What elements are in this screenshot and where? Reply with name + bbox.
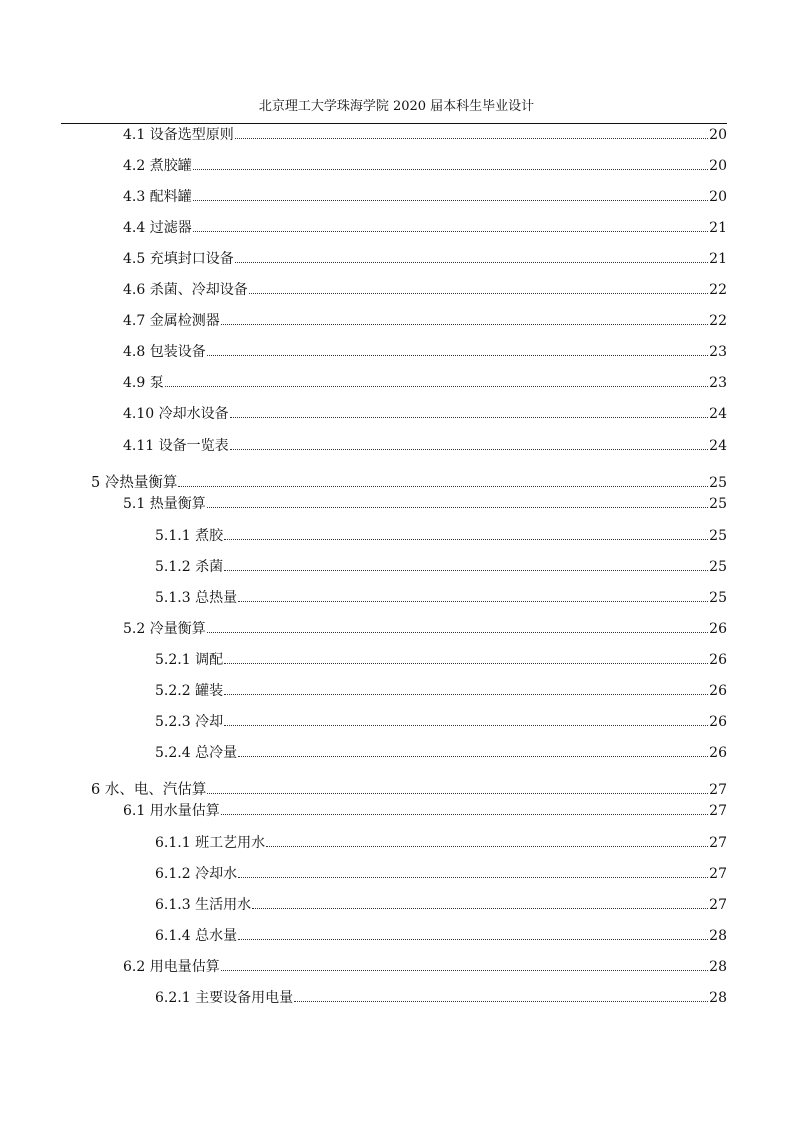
toc-entry-title: 5.2.4 总冷量 bbox=[155, 745, 238, 761]
toc-entry-page-number: 28 bbox=[709, 959, 727, 975]
toc-entry-page-number: 26 bbox=[709, 621, 727, 637]
toc-entry[interactable] bbox=[123, 218, 727, 238]
toc-entry-page-number: 21 bbox=[709, 251, 727, 267]
toc-entry[interactable] bbox=[123, 957, 727, 977]
toc-entry[interactable] bbox=[123, 373, 727, 393]
toc-entry-title: 5.1 热量衡算 bbox=[123, 496, 206, 512]
toc-entry-page-number: 26 bbox=[709, 714, 727, 730]
toc-entry-title: 5.2.3 冷却 bbox=[155, 714, 224, 730]
toc-entry-page-number: 22 bbox=[709, 282, 727, 298]
toc-entry[interactable] bbox=[123, 494, 727, 514]
toc-entry-page-number: 20 bbox=[709, 127, 727, 143]
toc-entry[interactable] bbox=[155, 712, 727, 732]
toc-entry[interactable] bbox=[155, 588, 727, 608]
toc-entry-title: 5.2 冷量衡算 bbox=[123, 621, 206, 637]
toc-entry[interactable] bbox=[155, 650, 727, 670]
toc-entry-page-number: 27 bbox=[709, 782, 727, 798]
toc-entry[interactable] bbox=[155, 988, 727, 1008]
dot-leader bbox=[193, 231, 708, 232]
toc-entry-page-number: 24 bbox=[709, 406, 727, 422]
toc-entry-title: 6.1.1 班工艺用水 bbox=[155, 835, 266, 851]
toc-entry[interactable] bbox=[123, 436, 727, 456]
toc-entry-title: 4.3 配料罐 bbox=[123, 189, 192, 205]
dot-leader bbox=[252, 908, 708, 909]
toc-entry-page-number: 25 bbox=[709, 496, 727, 512]
dot-leader bbox=[266, 846, 708, 847]
toc-entry[interactable] bbox=[155, 864, 727, 884]
toc-entry-title: 4.10 冷却水设备 bbox=[123, 406, 229, 422]
dot-leader bbox=[238, 877, 708, 878]
toc-entry[interactable] bbox=[123, 311, 727, 331]
toc-entry[interactable] bbox=[155, 743, 727, 763]
toc-entry-title: 6.2 用电量估算 bbox=[123, 959, 220, 975]
toc-entry-page-number: 22 bbox=[709, 313, 727, 329]
toc-entry[interactable] bbox=[91, 473, 727, 493]
dot-leader bbox=[178, 486, 708, 487]
toc-entry-title: 6.1.3 生活用水 bbox=[155, 897, 252, 913]
toc-entry-title: 5.1.2 杀菌 bbox=[155, 559, 224, 575]
toc-entry-page-number: 21 bbox=[709, 220, 727, 236]
toc-entry[interactable] bbox=[155, 681, 727, 701]
toc-entry-page-number: 26 bbox=[709, 683, 727, 699]
dot-leader bbox=[238, 939, 708, 940]
header-divider bbox=[61, 123, 727, 124]
page-header-title: 北京理工大学珠海学院 2020 届本科生毕业设计 bbox=[258, 99, 535, 114]
dot-leader bbox=[221, 814, 708, 815]
toc-entry-page-number: 27 bbox=[709, 803, 727, 819]
dot-leader bbox=[294, 1001, 708, 1002]
toc-entry-page-number: 28 bbox=[709, 990, 727, 1006]
dot-leader bbox=[193, 200, 708, 201]
dot-leader bbox=[207, 793, 708, 794]
toc-entry[interactable] bbox=[123, 404, 727, 424]
toc-entry-page-number: 27 bbox=[709, 866, 727, 882]
dot-leader bbox=[249, 293, 708, 294]
toc-entry[interactable] bbox=[155, 833, 727, 853]
dot-leader bbox=[224, 570, 708, 571]
dot-leader bbox=[224, 694, 708, 695]
toc-entry-page-number: 23 bbox=[709, 344, 727, 360]
toc-entry[interactable] bbox=[123, 187, 727, 207]
toc-entry-page-number: 25 bbox=[709, 559, 727, 575]
toc-entry-page-number: 25 bbox=[709, 590, 727, 606]
toc-entry-title: 4.9 泵 bbox=[123, 375, 164, 391]
toc-entry-page-number: 25 bbox=[709, 475, 727, 491]
toc-entry-title: 6.1.2 冷却水 bbox=[155, 866, 238, 882]
dot-leader bbox=[230, 417, 709, 418]
dot-leader bbox=[235, 138, 708, 139]
toc-entry[interactable] bbox=[123, 280, 727, 300]
dot-leader bbox=[165, 386, 708, 387]
toc-entry-page-number: 26 bbox=[709, 652, 727, 668]
toc-entry-title: 4.6 杀菌、冷却设备 bbox=[123, 282, 248, 298]
toc-entry-page-number: 24 bbox=[709, 438, 727, 454]
toc-entry-page-number: 25 bbox=[709, 528, 727, 544]
toc-entry-page-number: 20 bbox=[709, 158, 727, 174]
dot-leader bbox=[224, 663, 708, 664]
toc-entry-title: 5.1.3 总热量 bbox=[155, 590, 238, 606]
toc-entry[interactable] bbox=[155, 895, 727, 915]
toc-entry-title: 5.2.1 调配 bbox=[155, 652, 224, 668]
toc-entry-title: 4.5 充填封口设备 bbox=[123, 251, 234, 267]
toc-entry-title: 5.2.2 罐装 bbox=[155, 683, 224, 699]
toc-entry[interactable] bbox=[123, 249, 727, 269]
toc-entry-title: 5.1.1 煮胶 bbox=[155, 528, 224, 544]
toc-entry-title: 4.4 过滤器 bbox=[123, 220, 192, 236]
dot-leader bbox=[207, 507, 708, 508]
dot-leader bbox=[221, 324, 708, 325]
dot-leader bbox=[207, 632, 708, 633]
toc-entry-page-number: 20 bbox=[709, 189, 727, 205]
dot-leader bbox=[238, 601, 708, 602]
toc-entry-title: 4.8 包装设备 bbox=[123, 344, 206, 360]
toc-entry[interactable] bbox=[155, 926, 727, 946]
dot-leader bbox=[224, 539, 708, 540]
toc-entry[interactable] bbox=[123, 342, 727, 362]
toc-entry-title: 4.7 金属检测器 bbox=[123, 313, 220, 329]
toc-entry-title: 4.2 煮胶罐 bbox=[123, 158, 192, 174]
toc-entry-page-number: 27 bbox=[709, 897, 727, 913]
dot-leader bbox=[238, 756, 708, 757]
toc-entry[interactable] bbox=[123, 801, 727, 821]
toc-entry-title: 6.2.1 主要设备用电量 bbox=[155, 990, 294, 1006]
toc-entry[interactable] bbox=[155, 526, 727, 546]
toc-entry-title: 6 水、电、汽估算 bbox=[91, 782, 207, 798]
toc-entry-title: 4.1 设备选型原则 bbox=[123, 127, 234, 143]
dot-leader bbox=[224, 725, 708, 726]
toc-entry-page-number: 27 bbox=[709, 835, 727, 851]
dot-leader bbox=[193, 169, 708, 170]
toc-entry-title: 6.1.4 总水量 bbox=[155, 928, 238, 944]
toc-entry[interactable] bbox=[123, 619, 727, 639]
dot-leader bbox=[235, 262, 708, 263]
toc-entry[interactable] bbox=[91, 780, 727, 800]
toc-entry-page-number: 28 bbox=[709, 928, 727, 944]
toc-entry[interactable] bbox=[155, 557, 727, 577]
dot-leader bbox=[230, 449, 709, 450]
dot-leader bbox=[221, 970, 708, 971]
toc-entry[interactable] bbox=[123, 156, 727, 176]
toc-entry-title: 4.11 设备一览表 bbox=[123, 438, 229, 454]
toc-entry-title: 6.1 用水量估算 bbox=[123, 803, 220, 819]
toc-entry-page-number: 23 bbox=[709, 375, 727, 391]
toc-entry[interactable] bbox=[123, 125, 727, 145]
toc-entry-title: 5 冷热量衡算 bbox=[91, 475, 178, 491]
dot-leader bbox=[207, 355, 708, 356]
toc-entry-page-number: 26 bbox=[709, 745, 727, 761]
